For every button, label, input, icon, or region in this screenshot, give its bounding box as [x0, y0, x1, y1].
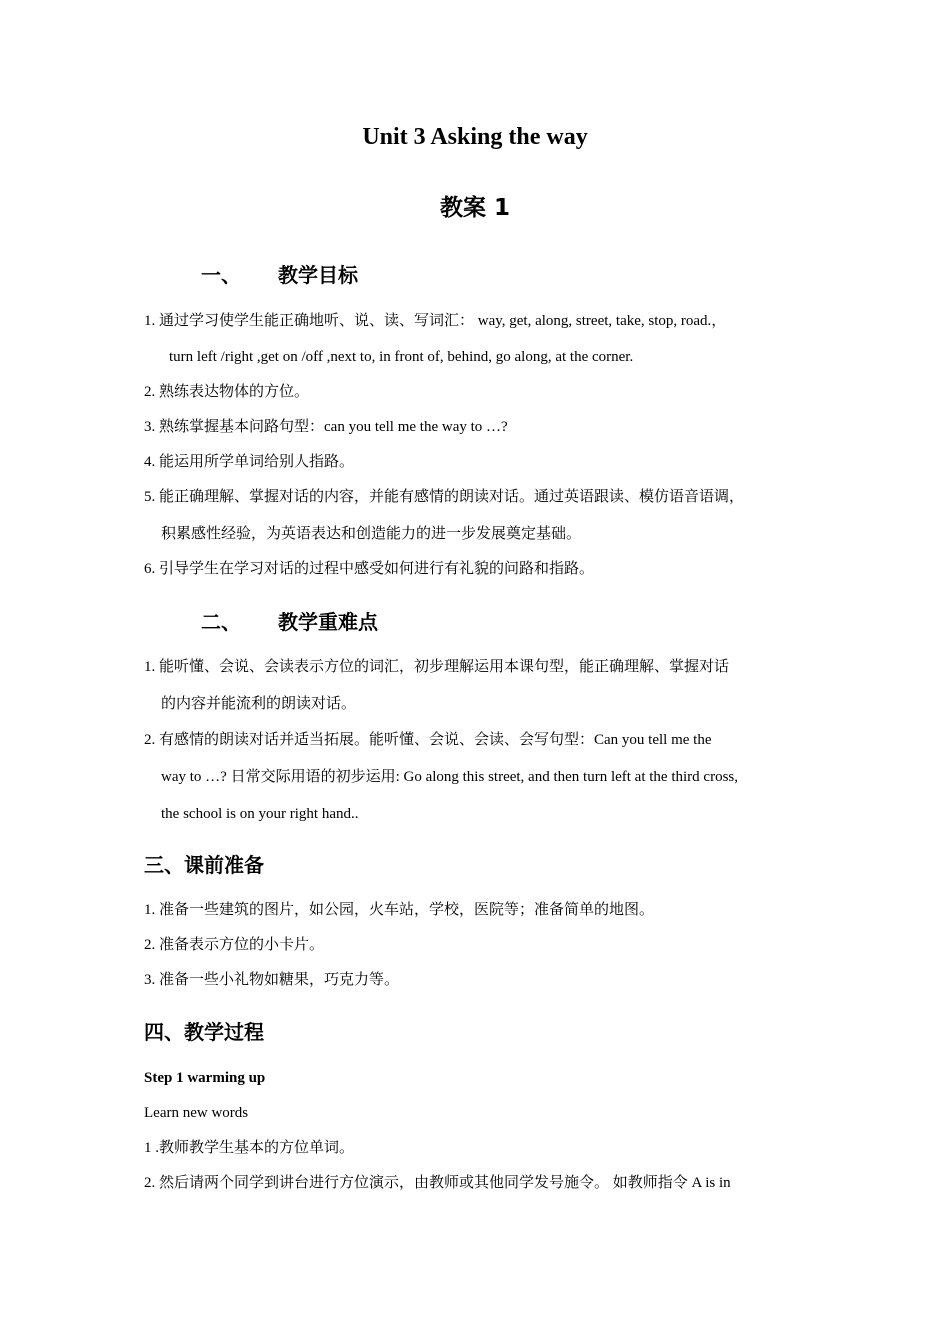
section-heading-preparation: 三、课前准备	[144, 853, 264, 877]
key-point-line: 的内容并能流利的朗读对话。	[161, 696, 357, 712]
objective-line: 4. 能运用所学单词给别人指路。	[144, 454, 355, 470]
document-title: Unit 3 Asking the way	[362, 124, 588, 150]
objective-line: 积累感性经验，为英语表达和创造能力的进一步发展奠定基础。	[161, 526, 582, 542]
objective-line: 1. 通过学习使学生能正确地听、说、读、写词汇： way, get, along, street, take, stop, road.，	[144, 313, 727, 329]
document-subtitle: 教案 1	[439, 195, 510, 221]
section-number: 二、	[201, 610, 241, 634]
process-line: 1 .教师教学生基本的方位单词。	[144, 1140, 355, 1156]
section-heading-objectives	[201, 259, 358, 288]
preparation-line: 2. 准备表示方位的小卡片。	[144, 937, 325, 953]
objective-line: turn left /right ,get on /off ,next to, in front of, behind, go along, at the corner.	[169, 349, 634, 365]
preparation-line: 3. 准备一些小礼物如糖果，巧克力等。	[144, 972, 400, 988]
objective-line: 3. 熟练掌握基本问路句型：can you tell me the way to …?	[144, 419, 508, 435]
objective-line: 5. 能正确理解、掌握对话的内容，并能有感情的朗读对话。通过英语跟读、模仿语音语调，	[144, 489, 745, 505]
section-number: 一、	[201, 263, 241, 287]
key-point-line: way to …? 日常交际用语的初步运用: Go along this street, and then turn left at the third cross,	[161, 769, 738, 785]
process-line: 2. 然后请两个同学到讲台进行方位演示，由教师或其他同学发号施令。 如教师指令 A is in	[144, 1175, 731, 1191]
preparation-line: 1. 准备一些建筑的图片，如公园，火车站，学校，医院等；准备简单的地图。	[144, 902, 655, 918]
key-point-line: 1. 能听懂、会说、会读表示方位的词汇，初步理解运用本课句型，能正确理解、掌握对话	[144, 659, 730, 675]
key-point-line: the school is on your right hand..	[161, 806, 359, 822]
section-label: 教学重难点	[278, 610, 378, 634]
section-heading-process: 四、教学过程	[144, 1020, 264, 1044]
step-heading: Step 1 warming up	[144, 1070, 266, 1086]
section-label: 教学目标	[278, 263, 358, 287]
process-line: Learn new words	[144, 1105, 249, 1121]
section-heading-key-points	[201, 606, 378, 635]
objective-line: 2. 熟练表达物体的方位。	[144, 384, 310, 400]
key-point-line: 2. 有感情的朗读对话并适当拓展。能听懂、会说、会读、会写句型：Can you tell me the	[144, 732, 712, 748]
objective-line: 6. 引导学生在学习对话的过程中感受如何进行有礼貌的问路和指路。	[144, 561, 595, 577]
